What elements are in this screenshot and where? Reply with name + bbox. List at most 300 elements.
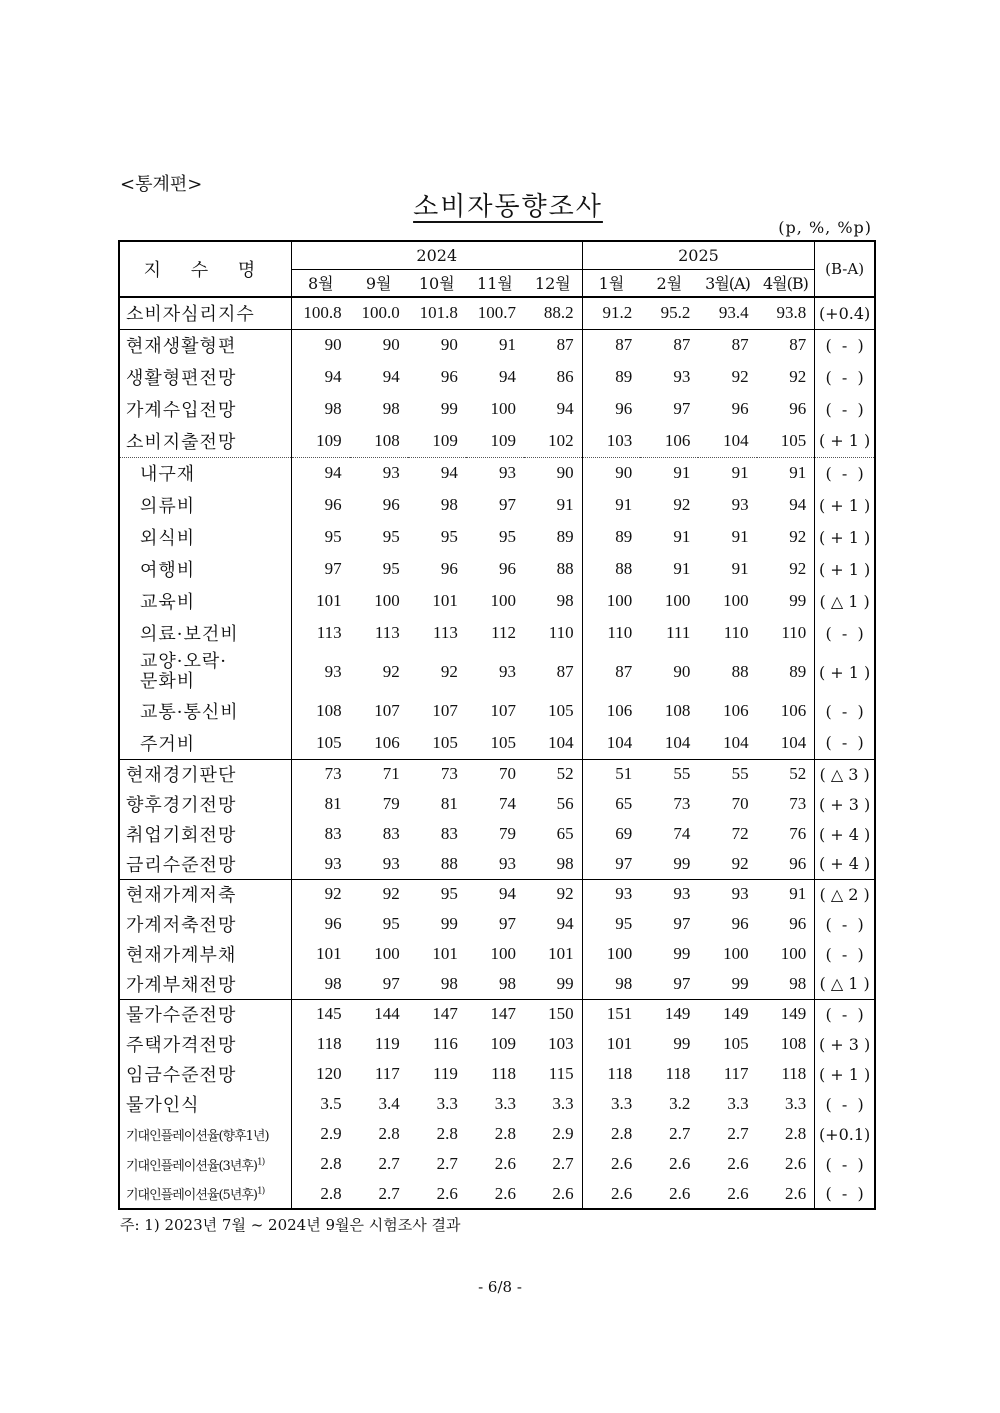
diff-cell: ( △ 1 ) bbox=[815, 585, 875, 617]
table-cell: 92 bbox=[731, 367, 749, 386]
table-row bbox=[119, 727, 875, 759]
table-cell: 92 bbox=[789, 559, 807, 578]
table-cell: 100.0 bbox=[361, 303, 400, 323]
table-row bbox=[119, 1029, 875, 1059]
row-label-text: 가계수입전망 bbox=[126, 400, 237, 421]
table-cell: 87 bbox=[556, 335, 574, 355]
table-cell: 90 bbox=[382, 335, 400, 355]
table-cell: 2.8 bbox=[436, 1124, 458, 1143]
table-row bbox=[119, 909, 875, 939]
table-cell: 56 bbox=[556, 794, 574, 813]
table-cell: 110 bbox=[781, 623, 807, 642]
table-cell: 96 bbox=[382, 495, 400, 514]
table-cell: 91 bbox=[673, 527, 691, 546]
table-cell: 93.4 bbox=[718, 303, 749, 323]
diff-cell: ( + 1 ) bbox=[815, 1059, 875, 1089]
table-cell: 91 bbox=[698, 457, 756, 489]
diff-cell: ( + 3 ) bbox=[815, 789, 875, 819]
table-cell: 111 bbox=[666, 623, 691, 642]
table-cell: 51 bbox=[582, 759, 640, 789]
table-cell: 104 bbox=[723, 430, 749, 450]
table-cell: 100 bbox=[780, 944, 807, 963]
table-cell: 90 bbox=[291, 329, 349, 361]
row-label-text: 주거비 bbox=[140, 733, 196, 755]
row-label bbox=[119, 1149, 291, 1179]
table-cell: 2.7 bbox=[727, 1124, 749, 1143]
table-cell: 69 bbox=[582, 819, 640, 849]
row-label-text: 현재생활형편 bbox=[126, 336, 237, 358]
row-label bbox=[119, 849, 291, 879]
table-cell: 81 bbox=[291, 789, 349, 819]
table-cell: 2.6 bbox=[669, 1154, 691, 1173]
diff-cell: ( - ) bbox=[815, 329, 875, 361]
year-header-2024: 2024 bbox=[291, 241, 582, 269]
month-header: 1월 bbox=[582, 269, 640, 297]
table-cell: 93 bbox=[698, 879, 756, 909]
diff-cell: ( + 4 ) bbox=[815, 819, 875, 849]
table-cell: 98 bbox=[291, 969, 349, 999]
table-cell: 100 bbox=[723, 944, 749, 963]
table-cell: 88 bbox=[582, 553, 640, 585]
row-label-text: 현재가계부채 bbox=[126, 945, 237, 966]
table-cell: 87 bbox=[556, 662, 574, 681]
table-cell: 97 bbox=[673, 399, 691, 418]
row-label bbox=[119, 789, 291, 819]
diff-cell: ( - ) bbox=[815, 361, 875, 393]
row-label bbox=[119, 521, 291, 553]
table-cell: 99 bbox=[440, 914, 458, 933]
page-number: - 6/8 - bbox=[478, 1278, 522, 1296]
table-cell: 113 bbox=[432, 623, 458, 642]
table-row bbox=[119, 1089, 875, 1119]
table-cell: 79 bbox=[382, 794, 400, 813]
table-row bbox=[119, 329, 875, 361]
row-label bbox=[119, 1179, 291, 1209]
table-cell: 96 bbox=[582, 393, 640, 425]
table-cell: 2.6 bbox=[582, 1149, 640, 1179]
row-label bbox=[119, 553, 291, 585]
table-cell: 83 bbox=[291, 819, 349, 849]
diff-header: (B-A) bbox=[815, 241, 875, 297]
table-cell: 91 bbox=[673, 559, 691, 578]
table-cell: 73 bbox=[408, 759, 466, 789]
table-cell: 96 bbox=[789, 853, 807, 873]
table-cell: 149 bbox=[640, 999, 698, 1029]
table-cell: 79 bbox=[499, 824, 516, 843]
table-cell: 100 bbox=[664, 591, 691, 610]
table-cell: 65 bbox=[582, 789, 640, 819]
table-cell: 98 bbox=[556, 853, 574, 873]
table-cell: 92 bbox=[731, 853, 749, 873]
table-cell: 98 bbox=[499, 973, 516, 993]
footnote-marker: 1) bbox=[257, 1186, 265, 1197]
table-cell: 104 bbox=[723, 732, 749, 752]
table-cell: 2.6 bbox=[727, 1183, 749, 1203]
table-cell: 92 bbox=[673, 495, 691, 514]
row-label bbox=[119, 819, 291, 849]
table-row bbox=[119, 999, 875, 1029]
row-label-line: 교양·오락· bbox=[140, 651, 227, 672]
table-cell: 92 bbox=[524, 879, 582, 909]
row-label bbox=[119, 489, 291, 521]
table-cell: 3.3 bbox=[436, 1094, 458, 1113]
month-header: 11월 bbox=[477, 274, 513, 294]
table-cell: 98 bbox=[556, 591, 574, 610]
table-cell: 2.7 bbox=[552, 1154, 574, 1173]
table-cell: 100 bbox=[582, 939, 640, 969]
table-cell: 100 bbox=[490, 591, 516, 610]
table-row bbox=[119, 849, 875, 879]
table-cell: 106 bbox=[582, 695, 640, 727]
table-cell: 93 bbox=[466, 457, 524, 489]
table-cell: 93 bbox=[499, 853, 516, 873]
table-cell: 95.2 bbox=[660, 303, 691, 323]
row-label-text: 현재가계저축 bbox=[126, 885, 237, 907]
table-cell: 87 bbox=[582, 649, 640, 695]
table-cell: 91 bbox=[640, 457, 698, 489]
table-cell: 3.3 bbox=[582, 1089, 640, 1119]
table-cell: 2.6 bbox=[784, 1183, 807, 1203]
diff-cell: ( + 1 ) bbox=[815, 521, 875, 553]
table-cell: 104 bbox=[664, 732, 691, 752]
row-label-text: 외식비 bbox=[140, 528, 196, 549]
diff-cell: ( + 1 ) bbox=[815, 489, 875, 521]
table-row bbox=[119, 879, 875, 909]
table-cell: 106 bbox=[374, 732, 400, 752]
table-cell: 94 bbox=[556, 914, 574, 933]
section-label: <통계편> bbox=[120, 174, 203, 195]
table-cell: 98 bbox=[291, 393, 349, 425]
table-cell: 107 bbox=[374, 701, 400, 720]
row-label bbox=[119, 617, 291, 649]
table-cell: 2.7 bbox=[436, 1154, 458, 1173]
row-label-text: 가계저축전망 bbox=[126, 915, 237, 936]
diff-cell: ( - ) bbox=[815, 909, 875, 939]
statistics-table bbox=[118, 240, 876, 1210]
table-cell: 2.6 bbox=[436, 1183, 458, 1203]
table-cell: 101 bbox=[291, 585, 349, 617]
month-header: 2월 bbox=[656, 274, 683, 294]
table-cell: 99 bbox=[440, 399, 458, 418]
table-cell: 2.9 bbox=[291, 1119, 349, 1149]
row-label bbox=[119, 297, 291, 329]
table-cell: 98 bbox=[789, 973, 807, 993]
table-cell: 89 bbox=[582, 361, 640, 393]
table-row bbox=[119, 425, 875, 457]
table-cell: 3.3 bbox=[494, 1094, 516, 1113]
table-cell: 96 bbox=[291, 489, 349, 521]
table-cell: 2.6 bbox=[494, 1183, 516, 1203]
table-cell: 2.6 bbox=[669, 1183, 691, 1203]
table-cell: 73 bbox=[673, 794, 691, 813]
table-cell: 3.2 bbox=[669, 1094, 691, 1113]
row-label bbox=[119, 999, 291, 1029]
row-label-text: 임금수준전망 bbox=[126, 1065, 237, 1086]
table-cell: 103 bbox=[548, 1034, 574, 1053]
table-cell: 92 bbox=[789, 367, 807, 386]
table-cell: 113 bbox=[374, 623, 400, 642]
table-cell: 109 bbox=[490, 430, 516, 450]
table-cell: 97 bbox=[499, 495, 516, 514]
table-cell: 87 bbox=[731, 335, 749, 355]
row-label bbox=[119, 393, 291, 425]
table-cell: 92 bbox=[382, 662, 400, 681]
table-cell: 100 bbox=[582, 585, 640, 617]
row-label bbox=[119, 585, 291, 617]
diff-cell: (+0.1) bbox=[815, 1119, 875, 1149]
table-cell: 93 bbox=[499, 662, 516, 681]
table-cell: 92 bbox=[789, 527, 807, 546]
table-cell: 118 bbox=[491, 1064, 516, 1083]
table-cell: 118 bbox=[291, 1029, 349, 1059]
table-cell: 96 bbox=[440, 559, 458, 578]
table-cell: 94 bbox=[499, 367, 516, 386]
table-cell: 88 bbox=[440, 853, 458, 873]
table-cell: 95 bbox=[382, 527, 400, 546]
diff-cell: ( △ 2 ) bbox=[815, 879, 875, 909]
table-cell: 2.8 bbox=[291, 1179, 349, 1209]
table-cell: 81 bbox=[440, 794, 458, 813]
row-label-text: 향후경기전망 bbox=[126, 795, 237, 816]
table-cell: 105 bbox=[780, 430, 807, 450]
table-cell: 93 bbox=[640, 879, 698, 909]
table-cell: 52 bbox=[524, 759, 582, 789]
table-cell: 101 bbox=[432, 591, 458, 610]
table-cell: 151 bbox=[582, 999, 640, 1029]
table-cell: 97 bbox=[499, 914, 516, 933]
table-cell: 115 bbox=[548, 1064, 574, 1083]
table-cell: 2.6 bbox=[494, 1154, 516, 1173]
table-row bbox=[119, 489, 875, 521]
table-cell: 87 bbox=[582, 329, 640, 361]
table-cell: 73 bbox=[789, 794, 807, 813]
table-cell: 110 bbox=[582, 617, 640, 649]
table-row bbox=[119, 1119, 875, 1149]
table-cell: 95 bbox=[582, 909, 640, 939]
table-cell: 74 bbox=[499, 794, 516, 813]
table-cell: 106 bbox=[780, 701, 807, 720]
table-cell: 149 bbox=[698, 999, 756, 1029]
row-label-text: 소비자심리지수 bbox=[126, 304, 255, 326]
row-label bbox=[119, 909, 291, 939]
table-cell: 108 bbox=[780, 1034, 807, 1053]
table-cell: 96 bbox=[499, 559, 516, 578]
diff-cell: ( - ) bbox=[815, 1089, 875, 1119]
table-cell: 116 bbox=[432, 1034, 458, 1053]
table-cell: 100 bbox=[723, 591, 749, 610]
row-label-text: 현재경기판단 bbox=[126, 765, 237, 787]
row-label-text: 가계부채전망 bbox=[126, 974, 237, 996]
table-row bbox=[119, 585, 875, 617]
table-cell: 3.5 bbox=[291, 1089, 349, 1119]
units-note: (p, %, %p) bbox=[778, 218, 872, 237]
table-cell: 74 bbox=[673, 824, 691, 843]
table-cell: 91 bbox=[499, 335, 516, 355]
table-cell: 83 bbox=[440, 824, 458, 843]
row-label-line: 문화비 bbox=[140, 671, 196, 692]
diff-cell: (+0.4) bbox=[815, 297, 875, 329]
table-cell: 120 bbox=[291, 1059, 349, 1089]
table-cell: 72 bbox=[731, 824, 749, 843]
table-cell: 90 bbox=[524, 457, 582, 489]
table-cell: 99 bbox=[673, 944, 691, 963]
table-cell: 145 bbox=[291, 999, 349, 1029]
table-cell: 101 bbox=[548, 944, 574, 963]
table-cell: 91 bbox=[556, 495, 574, 514]
table-cell: 87 bbox=[789, 335, 807, 355]
table-cell: 93.8 bbox=[776, 303, 807, 323]
table-cell: 93 bbox=[291, 649, 349, 695]
table-cell: 103 bbox=[582, 425, 640, 457]
table-cell: 99 bbox=[673, 1034, 691, 1053]
table-cell: 109 bbox=[432, 430, 458, 450]
row-label-text: 의류비 bbox=[140, 496, 196, 517]
table-cell: 93 bbox=[582, 879, 640, 909]
table-cell: 101 bbox=[432, 944, 458, 963]
row-label bbox=[119, 649, 291, 695]
table-cell: 109 bbox=[490, 1034, 516, 1053]
diff-cell: ( - ) bbox=[815, 393, 875, 425]
table-row bbox=[119, 1149, 875, 1179]
table-cell: 92 bbox=[291, 879, 349, 909]
table-cell: 70 bbox=[466, 759, 524, 789]
diff-cell: ( △ 3 ) bbox=[815, 759, 875, 789]
table-cell: 118 bbox=[582, 1059, 640, 1089]
table-cell: 3.3 bbox=[727, 1094, 749, 1113]
table-cell: 107 bbox=[490, 701, 516, 720]
table-cell: 105 bbox=[490, 732, 516, 752]
table-cell: 94 bbox=[291, 361, 349, 393]
table-cell: 2.7 bbox=[378, 1154, 400, 1173]
row-label-text: 생활형편전망 bbox=[126, 368, 237, 389]
table-cell: 90 bbox=[582, 457, 640, 489]
row-label-text: 기대인플레이션율(5년후) bbox=[126, 1188, 257, 1203]
table-cell: 96 bbox=[440, 367, 458, 386]
table-cell: 93 bbox=[731, 495, 749, 514]
row-label-text: 물가인식 bbox=[126, 1095, 200, 1116]
table-row bbox=[119, 361, 875, 393]
table-cell: 110 bbox=[548, 623, 574, 642]
table-cell: 100 bbox=[374, 944, 400, 963]
table-cell: 104 bbox=[780, 732, 807, 752]
diff-cell: ( - ) bbox=[815, 457, 875, 489]
table-cell: 2.9 bbox=[552, 1124, 574, 1143]
table-cell: 52 bbox=[757, 759, 815, 789]
table-cell: 96 bbox=[789, 399, 807, 418]
table-cell: 105 bbox=[723, 1034, 749, 1053]
table-cell: 105 bbox=[291, 727, 349, 759]
table-row bbox=[119, 695, 875, 727]
table-cell: 93 bbox=[350, 457, 408, 489]
table-cell: 92 bbox=[350, 879, 408, 909]
row-label-text: 기대인플레이션율(3년후) bbox=[126, 1158, 257, 1174]
table-cell: 98 bbox=[382, 399, 400, 418]
table-cell: 107 bbox=[432, 701, 458, 720]
table-cell: 104 bbox=[582, 727, 640, 759]
table-cell: 101 bbox=[582, 1029, 640, 1059]
month-header: 9월 bbox=[365, 274, 392, 294]
table-cell: 71 bbox=[350, 759, 408, 789]
table-cell: 108 bbox=[291, 695, 349, 727]
table-cell: 2.8 bbox=[784, 1124, 807, 1143]
table-cell: 101.8 bbox=[419, 303, 458, 323]
row-label-text: 소비지출전망 bbox=[126, 431, 237, 453]
table-cell: 144 bbox=[350, 999, 408, 1029]
table-cell: 94 bbox=[789, 495, 807, 514]
table-cell: 95 bbox=[408, 879, 466, 909]
table-cell: 73 bbox=[291, 759, 349, 789]
table-cell: 106 bbox=[723, 701, 749, 720]
table-cell: 96 bbox=[731, 399, 749, 418]
table-cell: 91 bbox=[757, 879, 815, 909]
table-cell: 95 bbox=[382, 559, 400, 578]
table-cell: 102 bbox=[548, 430, 574, 450]
table-cell: 83 bbox=[382, 824, 400, 843]
table-cell: 100.7 bbox=[477, 303, 516, 323]
table-cell: 94 bbox=[408, 457, 466, 489]
table-cell: 96 bbox=[789, 914, 807, 933]
row-label bbox=[119, 329, 291, 361]
table-cell: 2.8 bbox=[582, 1119, 640, 1149]
table-cell: 87 bbox=[673, 335, 691, 355]
table-cell: 101 bbox=[291, 939, 349, 969]
row-label bbox=[119, 727, 291, 759]
table-cell: 55 bbox=[640, 759, 698, 789]
diff-cell: ( - ) bbox=[815, 617, 875, 649]
table-cell: 91 bbox=[731, 559, 749, 578]
table-cell: 100 bbox=[490, 399, 516, 418]
table-row bbox=[119, 457, 875, 489]
table-cell: 2.8 bbox=[291, 1149, 349, 1179]
diff-cell: ( - ) bbox=[815, 1149, 875, 1179]
table-cell: 104 bbox=[548, 732, 574, 752]
table-cell: 93 bbox=[291, 849, 349, 879]
row-label-text: 주택가격전망 bbox=[126, 1035, 237, 1056]
table-cell: 55 bbox=[698, 759, 756, 789]
table-cell: 91.2 bbox=[582, 297, 640, 329]
row-label-text: 물가수준전망 bbox=[126, 1005, 237, 1027]
diff-cell: ( △ 1 ) bbox=[815, 969, 875, 999]
row-label-text: 기대인플레이션율(향후1년) bbox=[126, 1128, 269, 1144]
table-cell: 91 bbox=[757, 457, 815, 489]
month-header: 3월(A) bbox=[705, 274, 750, 294]
footnote-marker: 1) bbox=[257, 1157, 265, 1168]
table-cell: 119 bbox=[432, 1064, 458, 1083]
table-cell: 2.6 bbox=[784, 1154, 807, 1173]
table-cell: 86 bbox=[556, 367, 574, 386]
table-cell: 2.8 bbox=[494, 1124, 516, 1143]
table-cell: 113 bbox=[291, 617, 349, 649]
table-cell: 97 bbox=[291, 553, 349, 585]
table-cell: 106 bbox=[664, 430, 691, 450]
diff-cell: ( - ) bbox=[815, 939, 875, 969]
table-cell: 2.8 bbox=[378, 1124, 400, 1143]
table-cell: 93 bbox=[673, 367, 691, 386]
table-row bbox=[119, 649, 875, 695]
diff-cell: ( + 1 ) bbox=[815, 553, 875, 585]
row-label bbox=[119, 695, 291, 727]
table-cell: 99 bbox=[789, 591, 807, 610]
row-label bbox=[119, 879, 291, 909]
table-cell: 96 bbox=[291, 909, 349, 939]
table-row bbox=[119, 759, 875, 789]
table-row bbox=[119, 789, 875, 819]
page-title: 소비자동향조사 bbox=[413, 192, 603, 222]
table-row bbox=[119, 553, 875, 585]
table-cell: 117 bbox=[374, 1064, 400, 1083]
table-row bbox=[119, 939, 875, 969]
table-cell: 89 bbox=[789, 662, 807, 681]
